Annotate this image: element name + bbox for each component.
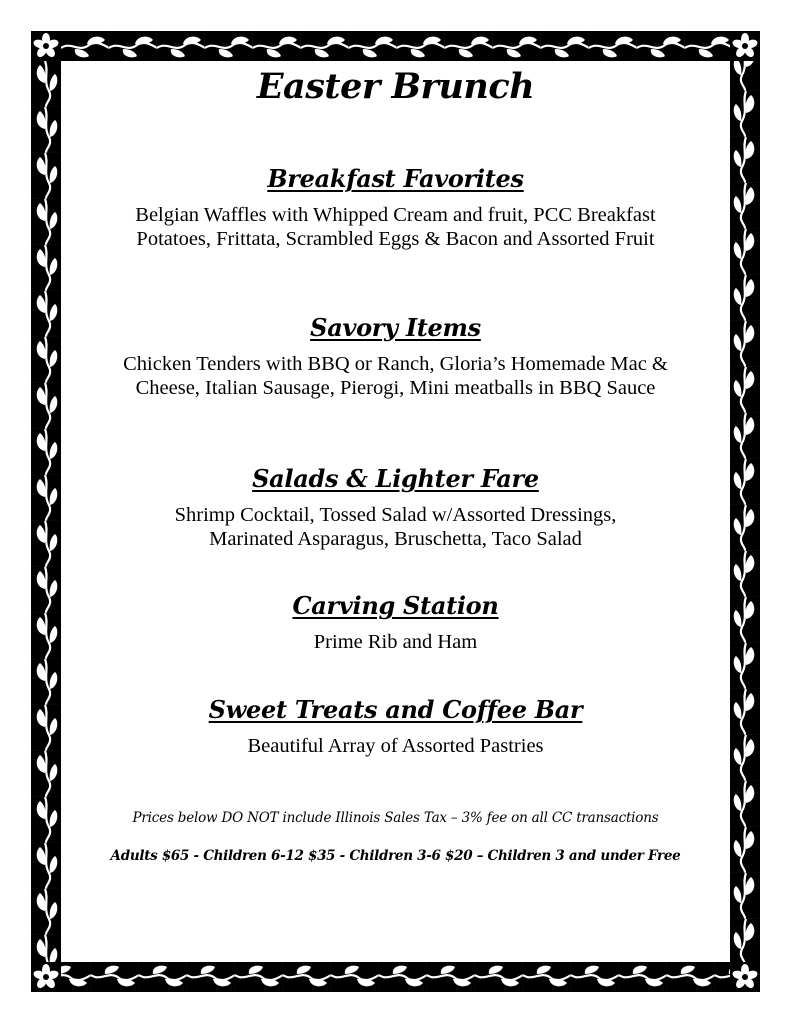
section-body: Prime Rib and Ham	[313, 631, 478, 653]
flower-icon	[31, 31, 61, 61]
section-heading: Breakfast Favorites	[267, 164, 524, 193]
section-heading: Savory Items	[310, 313, 481, 342]
page-title: Easter Brunch	[256, 66, 535, 107]
section-body: Chicken Tenders with BBQ or Ranch, Gloria’s Homemade Mac & Cheese, Italian Sausage, Pierogi, Mini meatballs in BBQ Sauce	[123, 353, 668, 399]
section-breakfast-favorites	[0, 164, 791, 251]
border-top	[31, 31, 760, 61]
section-body: Beautiful Array of Assorted Pastries	[247, 735, 544, 757]
flower-icon	[31, 962, 61, 992]
section-body: Belgian Waffles with Whipped Cream and fruit, PCC Breakfast Potatoes, Frittata, Scrambled Eggs & Bacon and Assorted Fruit	[135, 204, 656, 250]
section-savory-items	[0, 313, 791, 400]
vine-leaf-icon	[31, 31, 760, 61]
flower-icon	[730, 31, 760, 61]
border-bottom	[31, 962, 760, 992]
flower-icon	[730, 962, 760, 992]
section-heading: Sweet Treats and Coffee Bar	[208, 695, 583, 724]
tax-note: Prices below DO NOT include Illinois Sales Tax – 3% fee on all CC transactions	[132, 810, 659, 826]
section-salads-lighter-fare	[0, 464, 791, 551]
section-heading: Salads & Lighter Fare	[252, 464, 539, 493]
section-sweet-treats	[0, 695, 791, 758]
section-carving-station	[0, 591, 791, 654]
section-body: Shrimp Cocktail, Tossed Salad w/Assorted Dressings, Marinated Asparagus, Bruschetta, Taco Salad	[174, 504, 617, 550]
vine-leaf-icon	[31, 962, 760, 992]
price-list: Adults $65 - Children 6-12 $35 - Children 3-6 $20 – Children 3 and under Free	[110, 848, 681, 864]
section-heading: Carving Station	[292, 591, 499, 620]
